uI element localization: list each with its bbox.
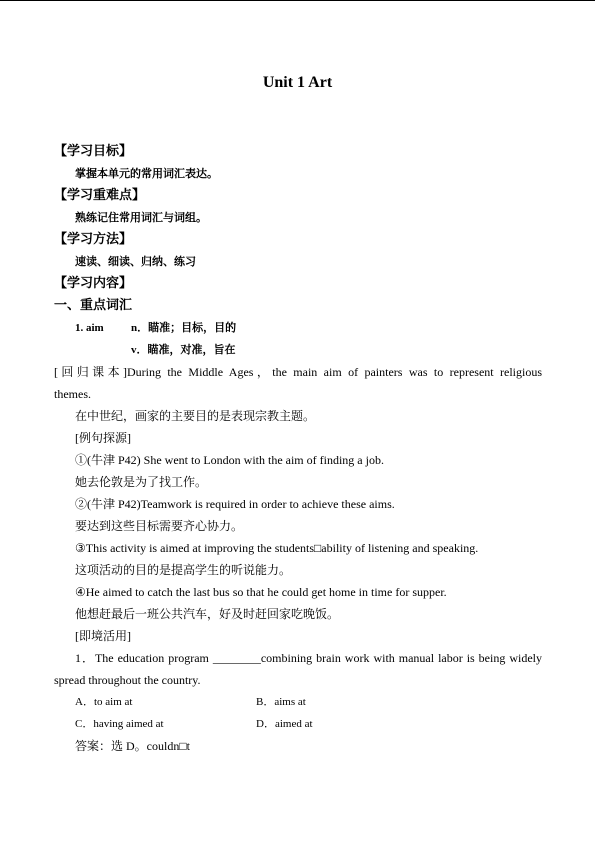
goal-text: 掌握本单元的常用词汇表达。 <box>75 168 218 180</box>
examples-heading: [例句探源] <box>75 431 131 445</box>
method-text: 速读、细读、归纳、练习 <box>75 256 196 268</box>
example-2-en: ②(牛津 P42)Teamwork is required in order to achieve these aims. <box>75 497 395 511</box>
verb-definition: v．瞄准，对准，旨在 <box>131 344 236 356</box>
answer-text: 答案：选 D。couldn□t <box>75 739 190 753</box>
textbook-sentence-line1: [回归课本]During the Middle Ages，the main aim of painters was to represent religious <box>54 365 542 379</box>
question-1-line2: spread throughout the country. <box>54 673 201 687</box>
goal-heading: 【学习目标】 <box>54 143 133 158</box>
option-b: B．aims at <box>256 696 306 708</box>
example-3-zh: 这项活动的目的是提高学生的听说能力。 <box>75 563 292 577</box>
method-heading: 【学习方法】 <box>54 231 133 246</box>
example-4-zh: 他想赶最后一班公共汽车，好及时赶回家吃晚饭。 <box>75 607 340 621</box>
example-3-en: ③This activity is aimed at improving the students□ability of listening and speaking. <box>75 541 479 555</box>
example-2-zh: 要达到这些目标需要齐心协力。 <box>75 519 244 533</box>
question-1-line1: 1．The education program ________combining brain work with manual labor is being widely <box>75 651 542 665</box>
example-1-en: ①(牛津 P42) She went to London with the aim of finding a job. <box>75 453 384 467</box>
key-text: 熟练记住常用词汇与词组。 <box>75 212 207 224</box>
option-d: D．aimed at <box>256 718 313 730</box>
part1-heading: 一、重点词汇 <box>54 297 133 312</box>
key-heading: 【学习重难点】 <box>54 187 146 202</box>
noun-definition: n．瞄准；目标，目的 <box>131 322 237 334</box>
top-rule <box>0 0 595 1</box>
example-4-en: ④He aimed to catch the last bus so that he could get home in time for supper. <box>75 585 447 599</box>
textbook-translation: 在中世纪，画家的主要目的是表现宗教主题。 <box>75 409 316 423</box>
exercise-heading: [即境活用] <box>75 629 131 643</box>
textbook-sentence-line2: themes. <box>54 387 91 401</box>
option-a: A．to aim at <box>75 696 133 708</box>
option-c: C．having aimed at <box>75 718 164 730</box>
content-heading: 【学习内容】 <box>54 275 133 290</box>
example-1-zh: 她去伦敦是为了找工作。 <box>75 475 208 489</box>
page-title: Unit 1 Art <box>262 74 333 91</box>
word-entry: 1. aim <box>75 322 104 334</box>
